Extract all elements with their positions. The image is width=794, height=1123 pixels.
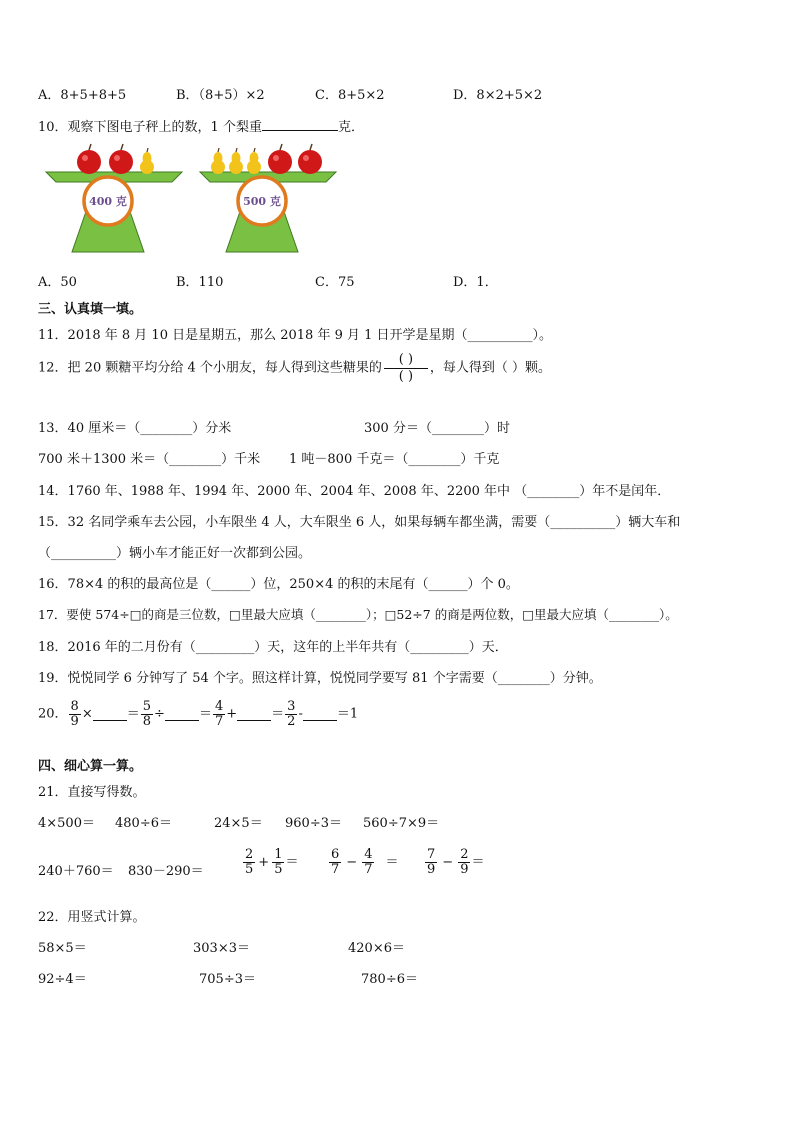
q20-blank-1 (93, 708, 127, 721)
q21-frac-a (243, 848, 255, 876)
numerator: 6 (331, 847, 340, 862)
pear-icon (140, 148, 154, 174)
q22-item: 303×3＝ (193, 941, 250, 956)
scale-image-1 (44, 140, 186, 256)
q22-title: 22．用竖式计算。 (38, 910, 146, 925)
q10-question (38, 116, 364, 135)
q9-option-c: C．8+5×2 (315, 88, 385, 103)
equals: ＝ (385, 854, 399, 870)
q12-frac-denominator: ( ) (398, 369, 414, 384)
q20-label: 20． (38, 706, 68, 722)
q21-item: 560÷7×9＝ (363, 816, 440, 831)
q12-part1: 12．把 20 颗糖平均分给 4 个小朋友，每人得到这些糖果的 (38, 360, 382, 376)
q10-option-d: D．1． (453, 275, 498, 290)
q21-frac-a (329, 848, 341, 876)
q21-frac-b (458, 848, 470, 876)
numerator: 2 (245, 847, 254, 862)
q21-item: 24×5＝ (214, 816, 263, 831)
q10-option-c: C．75 (315, 275, 355, 290)
q12-frac-numerator: ( ) (384, 352, 428, 369)
numerator: 1 (274, 847, 283, 862)
operator: − (442, 854, 454, 870)
denominator: 7 (364, 861, 373, 877)
operator: + (258, 854, 270, 870)
q20-op4: - (298, 706, 303, 722)
q20-eq-3: ＝ (271, 706, 285, 722)
q21-item: 480÷6＝ (115, 816, 172, 831)
q20-blank-4 (303, 708, 337, 721)
q20-op3: + (226, 706, 238, 722)
q10-blank (262, 118, 338, 131)
q20-f1-numerator: 8 (70, 699, 79, 714)
apple-icon (268, 144, 292, 174)
q10-option-a: A．50 (38, 275, 77, 290)
apple-icon (77, 144, 101, 174)
q9-option-b: B．（8+5）×2 (176, 88, 265, 103)
denominator: 5 (245, 861, 254, 877)
q20-eq-2: ＝ (198, 706, 212, 722)
equals: ＝ (285, 854, 299, 870)
q18: 18．2016 年的二月份有（_________）天，这年的上半年共有（_________）天． (38, 640, 508, 655)
section4-title: 四、细心算一算。 (38, 759, 143, 774)
q15-line2: （__________）辆小车才能正好一次都到公园。 (38, 546, 312, 561)
q20-fraction-2 (141, 700, 153, 728)
q21-item: 830－290＝ (128, 864, 204, 879)
q20-f1-denominator: 9 (70, 713, 79, 729)
q13-d: 1 吨－800 千克＝（________）千克 (289, 452, 500, 467)
q20-f3-numerator: 4 (214, 699, 224, 714)
q20-blank-3 (237, 708, 271, 721)
q20-result: ＝1 (336, 706, 359, 722)
q16: 16．78×4 的积的最高位是（______）位，250×4 的积的末尾有（______）个 0。 (38, 577, 519, 592)
q20 (38, 700, 358, 728)
q21-frac-b (272, 848, 284, 876)
q20-op2: ÷ (154, 706, 165, 722)
q21-item: 240＋760＝ (38, 864, 114, 879)
scale-image-2 (198, 140, 340, 256)
q20-f2-denominator: 8 (142, 713, 152, 729)
scale-reading-1: 400 克 (89, 195, 127, 208)
q22-item: 705÷3＝ (199, 972, 256, 987)
q14: 14．1760 年、1988 年、1994 年、2000 年、2004 年、2008 年、2200 年中 （________）年不是闰年． (38, 484, 671, 499)
pear-icon (247, 148, 261, 174)
q13-a: 13．40 厘米＝（________）分米 (38, 421, 232, 436)
section3-title: 三、认真填一填。 (38, 302, 143, 317)
q21-frac-a (425, 848, 437, 876)
apple-icon (298, 144, 322, 174)
q20-blank-2 (165, 708, 199, 721)
q22-item: 420×6＝ (348, 941, 405, 956)
q12-part2: ，每人得到（ ）颗。 (429, 360, 552, 376)
q12 (38, 352, 551, 385)
q20-f4-denominator: 2 (287, 713, 296, 729)
denominator: 9 (460, 861, 469, 877)
q21-fraction-expr (328, 848, 398, 876)
q11: 11．2018 年 8 月 10 日是星期五，那么 2018 年 9 月 1 日开学是星期（__________）。 (38, 328, 553, 343)
q10-text-before: 10．观察下图电子秤上的数，1 个梨重 (38, 120, 262, 135)
q21-item: 960÷3＝ (285, 816, 342, 831)
q9-option-d: D．8×2+5×2 (453, 88, 543, 103)
q20-fraction-1 (69, 700, 81, 728)
q17: 17．要使 574÷□的商是三位数，□里最大应填（________）；□52÷7 的商是两位数，□里最大应填（________）。 (38, 607, 678, 622)
q22-item: 780÷6＝ (361, 972, 418, 987)
q22-item: 58×5＝ (38, 941, 87, 956)
numerator: 7 (427, 847, 436, 862)
pear-icon (229, 148, 243, 174)
q21-fraction-expr (242, 848, 298, 876)
pear-icon (211, 148, 225, 174)
q20-op1: × (81, 706, 93, 722)
q20-fraction-4 (285, 700, 297, 728)
q10-text-after: 克． (337, 120, 364, 135)
q21-frac-b (362, 848, 374, 876)
q20-f2-numerator: 5 (142, 699, 152, 714)
denominator: 7 (331, 861, 340, 877)
numerator: 4 (364, 847, 373, 862)
operator: − (346, 854, 358, 870)
q20-f4-numerator: 3 (287, 699, 296, 714)
q13-c: 700 米＋1300 米＝（________）千米 (38, 452, 261, 467)
q12-fraction (384, 352, 428, 385)
q21-item: 4×500＝ (38, 816, 95, 831)
numerator: 2 (460, 847, 469, 862)
equals: ＝ (471, 854, 485, 870)
denominator: 5 (274, 861, 283, 877)
q20-eq-1: ＝ (126, 706, 140, 722)
q21-title: 21．直接写得数。 (38, 785, 146, 800)
q21-fraction-expr (424, 848, 484, 876)
q13-b: 300 分＝（________）时 (364, 421, 510, 436)
denominator: 9 (427, 861, 436, 877)
q22-item: 92÷4＝ (38, 972, 87, 987)
scale-reading-2: 500 克 (243, 195, 281, 208)
q20-f3-denominator: 7 (214, 713, 224, 729)
q15-line1: 15．32 名同学乘车去公园，小车限坐 4 人，大车限坐 6 人，如果每辆车都坐满，需要（__________）辆大车和 (38, 515, 681, 530)
q20-fraction-3 (213, 700, 225, 728)
q10-option-b: B．110 (176, 275, 224, 290)
apple-icon (109, 144, 133, 174)
q19: 19．悦悦同学 6 分钟写了 54 个字。照这样计算，悦悦同学要写 81 个字需要（________）分钟。 (38, 671, 602, 686)
q9-option-a: A．8+5+8+5 (38, 88, 127, 103)
